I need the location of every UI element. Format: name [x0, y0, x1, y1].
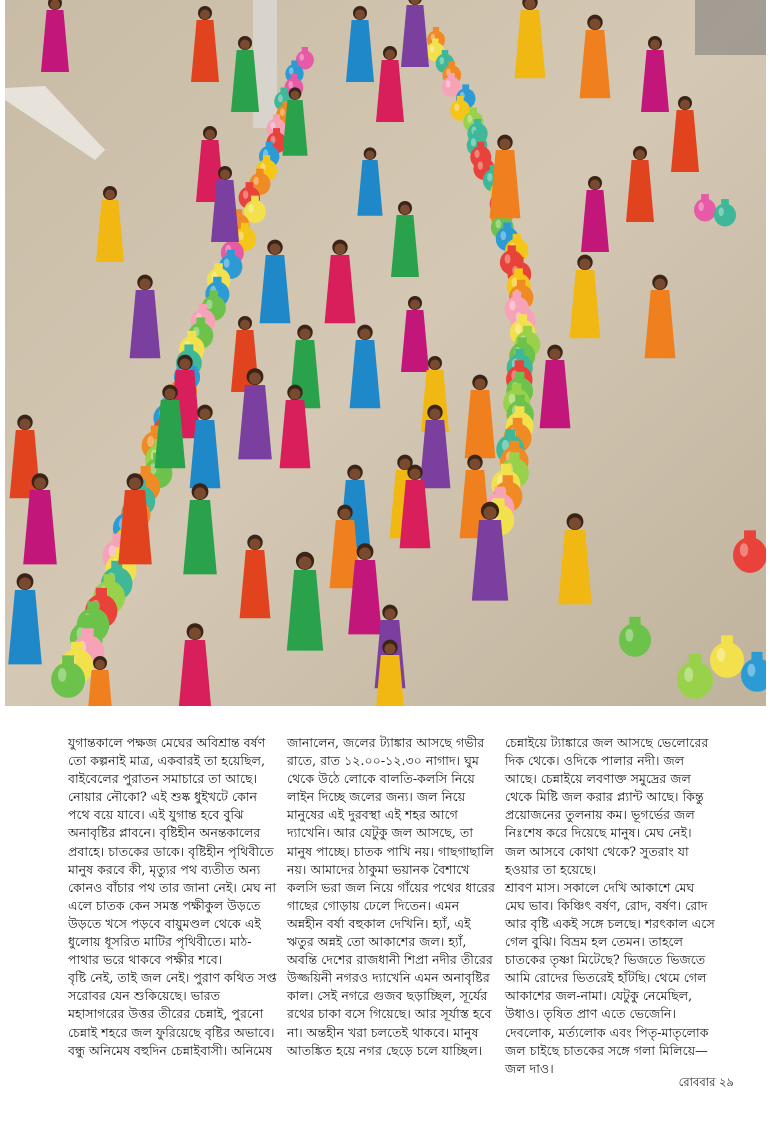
- queue-of-water-pots-photo: [5, 0, 766, 706]
- article-column-3: চেন্নাইয়ে ট্যাঙ্কারে জল আসছে ভেলোরের দিক থেকে। ওদিকে পালার নদী। জল আছে। চেন্নাইয়ে লবণাক্ত সমুদ্রের জল থেকে মিষ্টি জল করার প্ল্যান্ট আছে। কিন্তু প্রয়োজনের তুলনায় কম। ভূগর্ভের জল নিঃশেষ করে দিয়েছে মানুষ। মেঘ নেই। জল আসবে কোথা থেকে? সুতরাং যা হওয়ার তা হয়েছে। শ্রাবণ মাস। সকালে দেখি আকাশে মেঘ মেঘ ভাব। কিঞ্চিৎ বর্ষণ, রোদ, বর্ষণ। রোদ আর বৃষ্টি একই সঙ্গে চলছে। শরৎকাল এসে গেল বুঝি। বিভ্রম হল তেমন। তাহলে চাতকের তৃষ্ণা মিটেছে? ভিজতে ভিজতে আমি রোদের ভিতরেই হাঁটছি। থেমে গেল আকাশের জল-নামা। যেটুকু নেমেছিল, উধাও। তৃষিত প্রাণ এতে ভেজেনি। দেবলোক, মর্ত্যলোক এবং পিতৃ-মাতৃলোক জল চাইছে চাতকের সঙ্গে গলা মিলিয়ে— জল দাও।: [505, 735, 715, 1076]
- page-folio: রোববার ২৯: [678, 1075, 734, 1089]
- article-column-2: জানালেন, জলের ট্যাঙ্কার আসছে গভীর রাতে, রাত ১২.০০-১২.৩০ নাগাদ। ঘুম থেকে উঠে লোকে বালতি-কলসি নিয়ে লাইন দিচ্ছে জলের জন্য। জল নিয়ে মানুষের এই দুরবস্থা এই শহর আগে দ্যাখেনি। আর যেটুকু জল আসছে, তা মানুষ পাচ্ছে। চাতক পাখি নয়। গাছগাছালি নয়। আমাদের ঠাকুমা ভয়ানক বৈশাখে কলসি ভরা জল নিয়ে গাঁয়ের পথের ধারের গাছের গোড়ায় ঢেলে দিতেন। এমন অন্নহীন বর্ষা বহুকাল দেখিনি। হ্যাঁ, এই ঋতুর অন্নই তো আকাশের জল। হ্যাঁ, অবন্তি দেশের রাজধানী শিপ্রা নদীর তীরের উজ্জয়িনী নগরও দ্যাখেনি এমন অনাবৃষ্টির কাল। সেই নগরে গুজব ছড়াচ্ছিল, সূর্যের রথের চাকা বসে গিয়েছে। আর সূর্যাস্ত হবে না। অন্তহীন খরা চলতেই থাকবে। মানুষ আতঙ্কিত হয়ে নগর ছেড়ে চলে যাচ্ছিল।: [287, 735, 495, 1058]
- article-column-1: যুগান্তকালে পক্ষজ মেঘের অবিশ্রান্ত বর্ষণ তো কল্পনাই মাত্র, একবারই তা হয়েছিল, বাইবেলের পুরাতন সমাচারে তা আছে। নোয়ার নৌকো? এই শুষ্ক ধুইখটে কোন পথে বয়ে যাবে। এই যুগান্ত হবে বুঝি অনাবৃষ্টির প্লাবনে। বৃষ্টিহীন অনন্তকালের প্রবাহে। চাতকের ডাকে। বৃষ্টিহীন পৃথিবীতে মানুষ করবে কী, মৃত্যুর পথ ব্যতীত অন্য কোনও বাঁচার পথ তার জানা নেই। মেঘ না এলে চাতক কেন সমস্ত পক্ষীকুল উড়তে উড়তে খসে পড়বে বায়ুমণ্ডল থেকে এই ধুলোয় ধূসরিত মাটির পৃথিবীতে। মাঠ-পাথার ভরে থাকবে পক্ষীর শবে। বৃষ্টি নেই, তাই জল নেই। পুরাণ কথিত সপ্ত সরোবর যেন শুকিয়েছে। ভারত মহাসাগরের উত্তর তীরের চেন্নাই, পুরনো চেন্নাই শহরে জল ফুরিয়েছে বৃষ্টির অভাবে। বন্ধু অনিমেষ বহুদিন চেন্নাইবাসী। অনিমেষ: [68, 735, 277, 1058]
- stone-bench: [695, 0, 766, 55]
- photo-scene: [5, 0, 766, 706]
